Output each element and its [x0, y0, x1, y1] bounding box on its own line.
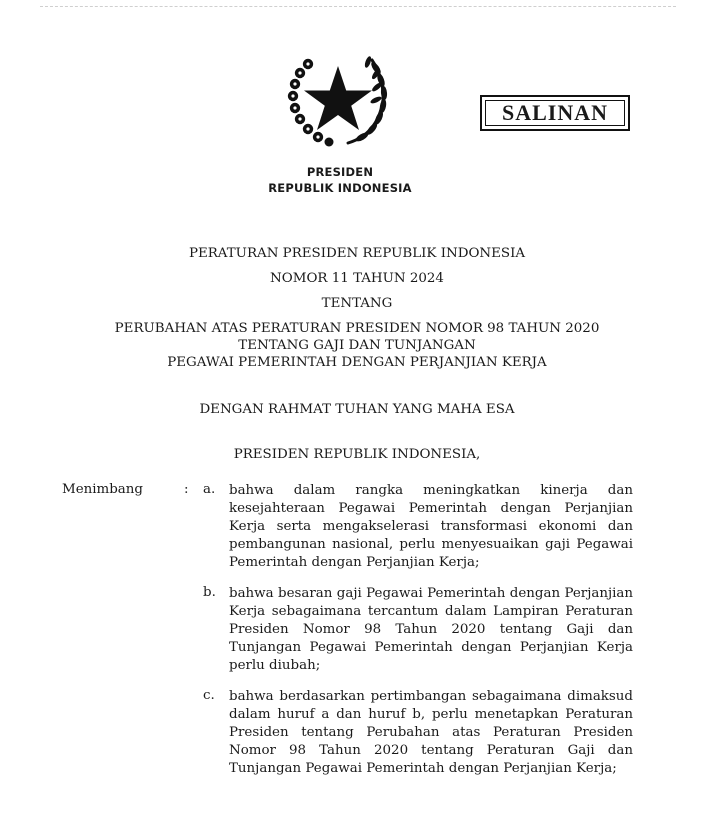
emblem-caption-president: PRESIDEN — [306, 165, 374, 179]
considering-item-text: bahwa besaran gaji Pegawai Pemerintah dengan Perjanjian Kerja sebagaimana tercantum dalam Lampiran Peraturan Presiden Nomor 98 Tahun 2020 tentang Gaji dan Tunjangan Pegawai Pemerintah dengan Perjanjian Kerja perlu diubah; — [229, 586, 633, 673]
regulation-title: PERATURAN PRESIDEN REPUBLIK INDONESIA — [188, 246, 526, 261]
regulation-subject-line-2: TENTANG GAJI DAN TUNJANGAN — [238, 338, 476, 353]
salinan-stamp-text: SALINAN — [501, 100, 609, 125]
considering-item-letter: a. — [203, 482, 216, 497]
blessing-line: DENGAN RAHMAT TUHAN YANG MAHA ESA — [199, 402, 515, 417]
regulation-subject-line-3: PEGAWAI PEMERINTAH DENGAN PERJANJIAN KERJA — [167, 355, 547, 370]
considering-item-letter: c. — [203, 688, 215, 703]
considering-label: Menimbang — [62, 482, 143, 497]
salinan-stamp — [480, 95, 630, 131]
regulation-subject-line-1: PERUBAHAN ATAS PERATURAN PRESIDEN NOMOR 98 TAHUN 2020 — [114, 321, 600, 336]
issuer-line: PRESIDEN REPUBLIK INDONESIA, — [233, 447, 481, 462]
considering-item-text: bahwa berdasarkan pertimbangan sebagaimana dimaksud dalam huruf a dan huruf b, perlu menetapkan Peraturan Presiden tentang Perubahan atas Peraturan Presiden Nomor 98 Tahun 2020 tentang Peraturan Gaji dan Tunjangan Pegawai Pemerintah dengan Perjanjian Kerja; — [229, 689, 633, 776]
emblem-caption-republic: REPUBLIK INDONESIA — [268, 181, 412, 195]
considering-item-letter: b. — [203, 585, 216, 600]
page-top-border — [40, 6, 676, 7]
regulation-number: NOMOR 11 TAHUN 2024 — [270, 271, 444, 286]
considering-colon: : — [184, 482, 189, 497]
considering-item-text: bahwa dalam rangka meningkatkan kinerja dan kesejahteraan Pegawai Pemerintah dengan Perjanjian Kerja serta mengakselerasi transformasi ekonomi dan pembangunan nasional, perlu menyesuaikan gaji Pegawai Pemerintah dengan Perjanjian Kerja; — [229, 483, 633, 570]
garuda-star-wreath-icon — [282, 48, 394, 152]
regulation-about-label: TENTANG — [321, 296, 393, 311]
